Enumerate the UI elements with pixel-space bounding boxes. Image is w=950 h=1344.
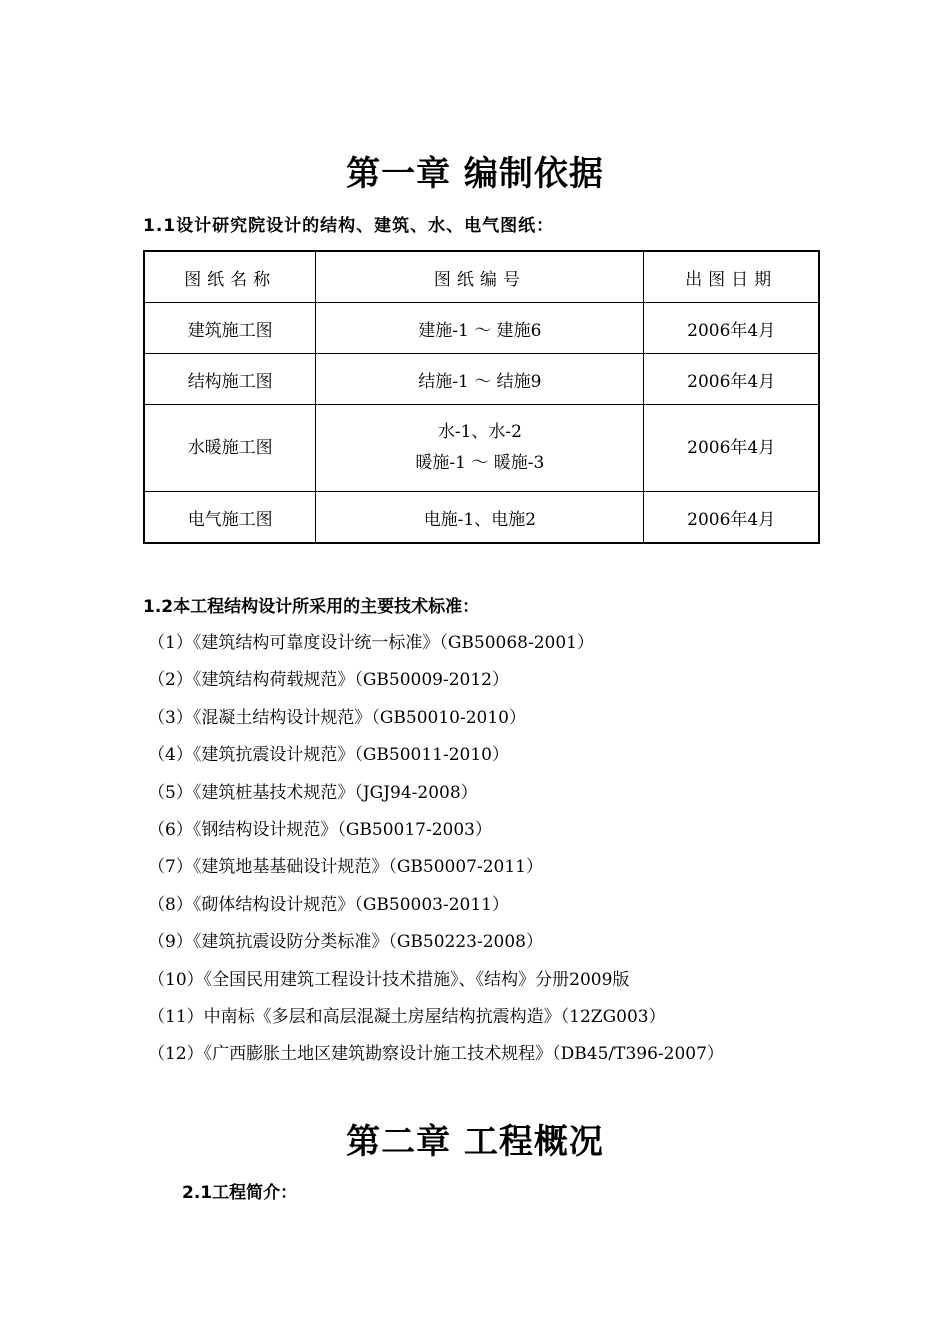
- list-item: （8）《砌体结构设计规范》（GB50003-2011）: [148, 894, 509, 915]
- cell-drawing-number: 结施-1 ～ 结施9: [316, 354, 644, 405]
- cell-drawing-number: [316, 405, 644, 492]
- header-issue-date: 出图日期: [644, 251, 819, 303]
- drawing-number-line: 暖施-1 ～ 暖施-3: [415, 453, 545, 473]
- cell-drawing-name: 电气施工图: [144, 492, 316, 544]
- list-item: （4）《建筑抗震设计规范》（GB50011-2010）: [148, 745, 509, 766]
- table-row: [144, 492, 819, 544]
- table-row: [144, 303, 819, 354]
- list-item: （11）中南标《多层和高层混凝土房屋结构抗震构造》（12ZG003）: [148, 1006, 666, 1027]
- drawing-number-line: 水-1、水-2: [437, 422, 522, 442]
- list-item: （12）《广西膨胀土地区建筑勘察设计施工技术规程》（DB45/T396-2007）: [148, 1044, 724, 1065]
- header-drawing-name: 图纸名称: [144, 251, 316, 303]
- standards-list: [148, 628, 724, 1077]
- chapter-2-title: 第二章 工程概况: [346, 1122, 604, 1162]
- cell-issue-date: 2006年4月: [644, 492, 819, 544]
- cell-drawing-number: 电施-1、电施2: [316, 492, 644, 544]
- chapter-1-title: 第一章 编制依据: [346, 154, 604, 194]
- list-item: （6）《钢结构设计规范》（GB50017-2003）: [148, 819, 492, 840]
- header-drawing-number: 图纸编号: [316, 251, 644, 303]
- table-row: [144, 405, 819, 492]
- table-row: [144, 354, 819, 405]
- list-item: （3）《混凝土结构设计规范》（GB50010-2010）: [148, 707, 526, 728]
- list-item: （10）《全国民用建筑工程设计技术措施》、《结构》分册2009版: [148, 969, 630, 990]
- list-item: （2）《建筑结构荷载规范》（GB50009-2012）: [148, 670, 509, 691]
- cell-issue-date: 2006年4月: [644, 303, 819, 354]
- cell-issue-date: 2006年4月: [644, 354, 819, 405]
- cell-issue-date: 2006年4月: [644, 405, 819, 492]
- list-item: （7）《建筑地基基础设计规范》（GB50007-2011）: [148, 857, 543, 878]
- list-item: （5）《建筑桩基技术规范》（JGJ94-2008）: [148, 782, 478, 803]
- table-header-row: [144, 251, 819, 303]
- list-item: （1）《建筑结构可靠度设计统一标准》（GB50068-2001）: [148, 633, 594, 653]
- cell-drawing-name: 水暖施工图: [144, 405, 316, 492]
- cell-drawing-number: 建施-1 ～ 建施6: [316, 303, 644, 354]
- cell-drawing-name: 建筑施工图: [144, 303, 316, 354]
- section-2-1-heading: 2.1工程简介：: [182, 1183, 298, 1203]
- section-1-2-heading: 1.2本工程结构设计所采用的主要技术标准：: [143, 597, 480, 617]
- drawings-table: [143, 250, 820, 544]
- cell-drawing-name: 结构施工图: [144, 354, 316, 405]
- section-1-1-heading: 1.1设计研究院设计的结构、建筑、水、电气图纸：: [143, 216, 555, 236]
- list-item: （9）《建筑抗震设防分类标准》（GB50223-2008）: [148, 932, 543, 953]
